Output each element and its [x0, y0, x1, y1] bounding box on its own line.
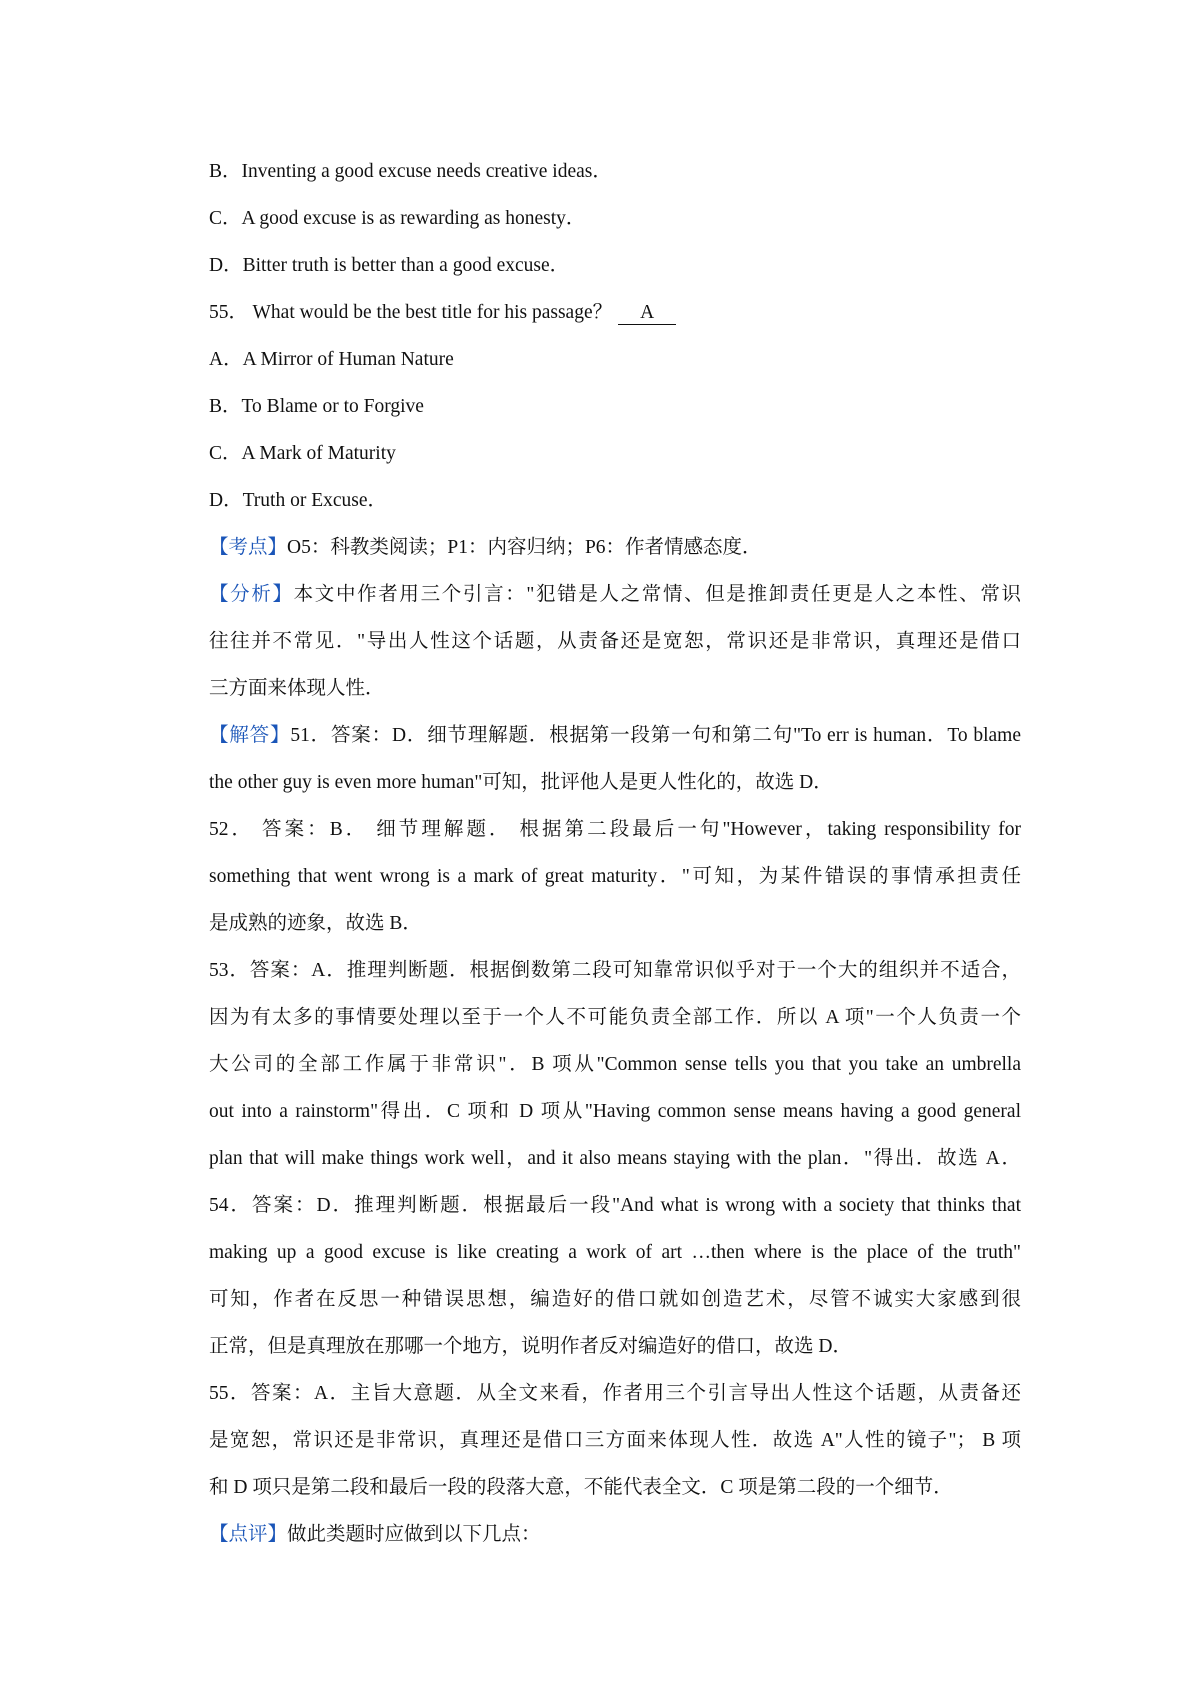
answer-51 — [209, 712, 1021, 806]
answer-53-line-4: out into a rainstorm"得出．C 项和 D 项从"Having common sense means having a good general — [209, 1101, 1021, 1122]
kaodian-tag: 【考点】 — [209, 537, 288, 558]
answer-52 — [209, 806, 1021, 947]
q55-option-c: C．A Mark of Maturity — [209, 443, 396, 464]
kaodian-section — [209, 524, 1021, 571]
answer-53-line-3: 大公司的全部工作属于非常识"．B 项从"Common sense tells you that you take an umbrella — [209, 1054, 1021, 1075]
q55-option-b: B．To Blame or to Forgive — [209, 396, 424, 417]
q55-option-d: D．Truth or Excuse． — [209, 490, 388, 511]
answer-53-line-1: 53．答案：A．推理判断题．根据倒数第二段可知靠常识似乎对于一个大的组织并不适合， — [209, 960, 1021, 981]
fenxi-section — [209, 571, 1021, 712]
q54-option-c: C．A good excuse is as rewarding as honesty． — [209, 208, 586, 229]
q55-stem — [209, 289, 1021, 336]
answer-54-line-3: 可知，作者在反思一种错误思想，编造好的借口就如创造艺术，尽管不诚实大家感到很 — [209, 1289, 1021, 1310]
answer-51-line-1 — [209, 712, 1021, 759]
q55-option-a: A．A Mirror of Human Nature — [209, 349, 454, 370]
kaodian-text: O5：科教类阅读；P1：内容归纳；P6：作者情感态度． — [287, 537, 762, 558]
answer-55-line-2: 是宽恕，常识还是非常识，真理还是借口三方面来体现人性．故选 A"人性的镜子"； B 项 — [209, 1430, 1021, 1451]
dianping-section — [209, 1511, 1021, 1558]
answer-55-line-1: 55．答案：A．主旨大意题．从全文来看，作者用三个引言导出人性这个话题，从责备还 — [209, 1383, 1021, 1404]
answer-52-line-3: 是成熟的迹象，故选 B． — [209, 913, 422, 934]
fenxi-line-3: 三方面来体现人性． — [209, 678, 385, 699]
q54-option-b: B．Inventing a good excuse needs creative ideas． — [209, 161, 612, 182]
answer-54-line-2: making up a good excuse is like creating a work of art …then where is the place of the truth" — [209, 1242, 1021, 1263]
answer-53-line-2: 因为有太多的事情要处理以至于一个人不可能负责全部工作．所以 A 项"一个人负责一个 — [209, 1007, 1021, 1028]
fenxi-line-2: 往往并不常见．"导出人性这个话题，从责备还是宽恕，常识还是非常识，真理还是借口 — [209, 631, 1021, 652]
jieda-tag: 【解答】 — [209, 725, 291, 746]
q54-option-d: D．Bitter truth is better than a good excuse． — [209, 255, 570, 276]
answer-52-line-2: something that went wrong is a mark of great maturity．"可知，为某件错误的事情承担责任 — [209, 866, 1021, 887]
q55-answer-blank: A — [618, 302, 676, 325]
fenxi-line-1 — [209, 571, 1021, 618]
fenxi-text-1: 本文中作者用三个引言："犯错是人之常情、但是推卸责任更是人之本性、常识 — [293, 584, 1021, 605]
answer-55-line-3: 和 D 项只是第二段和最后一段的段落大意，不能代表全文．C 项是第二段的一个细节． — [209, 1477, 953, 1498]
answer-51-text-1: 51．答案：D．细节理解题．根据第一段第一句和第二句"To err is human．To blame — [290, 725, 1021, 746]
answer-52-line-1: 52． 答案：B． 细节理解题． 根据第二段最后一句"However，taking responsibility for — [209, 819, 1021, 840]
answer-53-line-5: plan that will make things work well，and it also means staying with the plan．"得出．故选 A． — [209, 1148, 1021, 1169]
answer-51-line-2: the other guy is even more human"可知，批评他人是更人性化的，故选 D． — [209, 772, 833, 793]
dianping-tag: 【点评】 — [209, 1524, 288, 1545]
answer-54-line-4: 正常，但是真理放在那哪一个地方，说明作者反对编造好的借口，故选 D． — [209, 1336, 852, 1357]
q55-stem-text: 55． What would be the best title for his passage？ — [209, 302, 613, 323]
answer-53 — [209, 947, 1021, 1182]
answer-54-line-1: 54．答案：D．推理判断题．根据最后一段"And what is wrong with a society that thinks that — [209, 1195, 1021, 1216]
dianping-text: 做此类题时应做到以下几点： — [287, 1524, 541, 1545]
answer-55 — [209, 1370, 1021, 1511]
fenxi-tag: 【分析】 — [209, 584, 294, 605]
document-page — [209, 148, 1021, 1558]
answer-54 — [209, 1182, 1021, 1370]
